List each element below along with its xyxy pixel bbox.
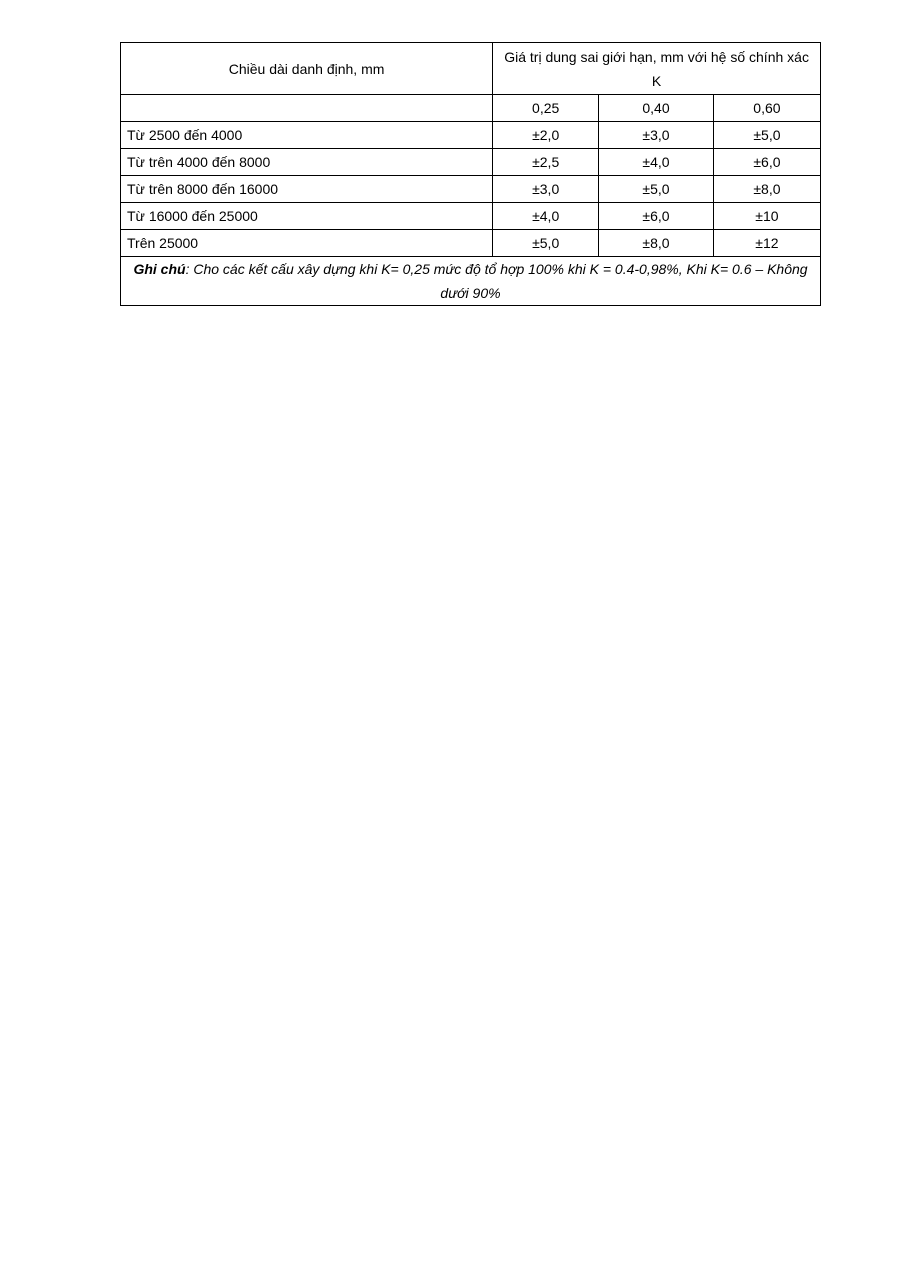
table-row [121, 230, 821, 257]
tolerance-cell: ±5,0 [599, 176, 714, 203]
row-label: Từ 16000 đến 25000 [121, 203, 493, 230]
tolerance-cell: ±6,0 [713, 149, 820, 176]
tolerance-cell: ±4,0 [599, 149, 714, 176]
tolerance-cell: ±3,0 [599, 122, 714, 149]
row-label: Từ 2500 đến 4000 [121, 122, 493, 149]
tolerance-cell: ±8,0 [599, 230, 714, 257]
tolerance-cell: ±5,0 [713, 122, 820, 149]
header-tolerance-values: Giá trị dung sai giới hạn, mm với hệ số chính xác K [493, 43, 821, 95]
tolerance-cell: ±2,0 [493, 122, 599, 149]
row-label: Trên 25000 [121, 230, 493, 257]
note-text: : Cho các kết cấu xây dựng khi K= 0,25 mức độ tổ hợp 100% khi K = 0.4-0,98%, Khi K= 0.6 – Không dưới 90% [185, 261, 808, 301]
tolerance-cell: ±4,0 [493, 203, 599, 230]
tolerance-cell: ±10 [713, 203, 820, 230]
table-header-row [121, 43, 821, 95]
table-row [121, 176, 821, 203]
k-value-1: 0,25 [493, 95, 599, 122]
table-note-row [121, 257, 821, 306]
table-row [121, 122, 821, 149]
table-row [121, 149, 821, 176]
note-prefix: Ghi chú [133, 261, 186, 277]
table-row [121, 203, 821, 230]
tolerance-cell: ±12 [713, 230, 820, 257]
k-row-empty-cell [121, 95, 493, 122]
k-coefficient-row [121, 95, 821, 122]
tolerance-cell: ±5,0 [493, 230, 599, 257]
row-label: Từ trên 4000 đến 8000 [121, 149, 493, 176]
tolerance-cell: ±2,5 [493, 149, 599, 176]
tolerance-cell: ±6,0 [599, 203, 714, 230]
k-value-2: 0,40 [599, 95, 714, 122]
tolerance-table [120, 42, 821, 306]
row-label: Từ trên 8000 đến 16000 [121, 176, 493, 203]
tolerance-cell: ±8,0 [713, 176, 820, 203]
table-note [121, 257, 821, 306]
tolerance-cell: ±3,0 [493, 176, 599, 203]
k-value-3: 0,60 [713, 95, 820, 122]
header-nominal-length: Chiều dài danh định, mm [121, 43, 493, 95]
